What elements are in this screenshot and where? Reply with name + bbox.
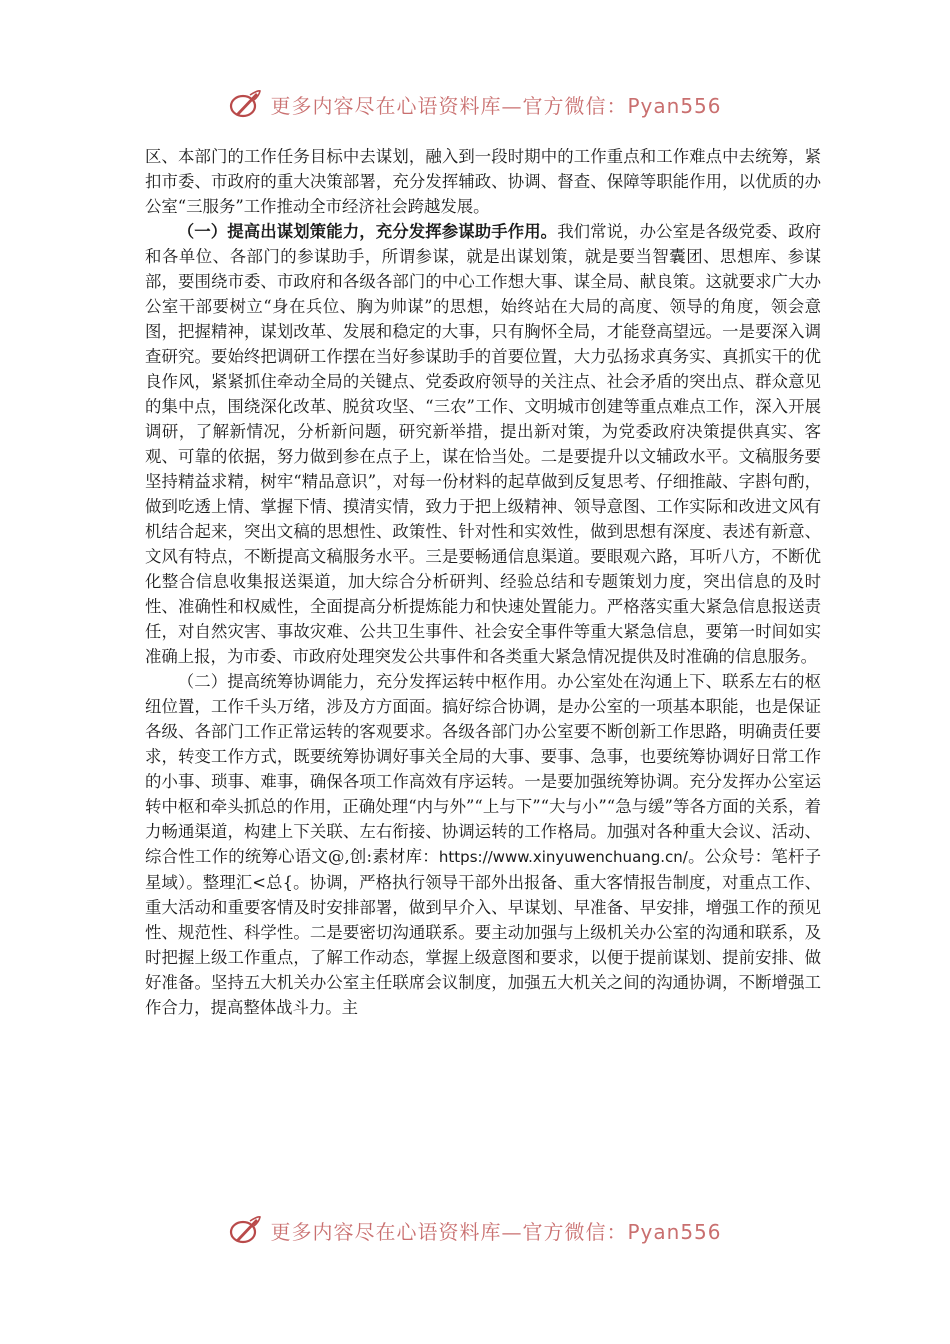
quill-logo-icon bbox=[228, 1213, 262, 1247]
paragraph: 区、本部门的工作任务目标中去谋划，融入到一段时期中的工作重点和工作难点中去统筹，紧扣市委、市政府的重大决策部署，充分发挥辅政、协调、督查、保障等职能作用，以优质的办公室“三服务”工作推动全市经济社会跨越发展。 bbox=[145, 147, 821, 216]
document-body bbox=[145, 144, 821, 1020]
paragraph-heading: （一）提高出谋划策能力，充分发挥参谋助手作用。 bbox=[177, 222, 558, 241]
footer-watermark bbox=[0, 1210, 950, 1250]
paragraph-text: （二）提高统筹协调能力，充分发挥运转中枢作用。办公室处在沟通上下、联系左右的枢纽位置，工作千头万绪，涉及方方面面。搞好综合协调，是办公室的一项基本职能，也是保证各级、各部门工作正常运转的客观要求。各级各部门办公室要不断创新工作思路，明确责任要求，转变工作方式，既要统筹协调好事关全局的大事、要事、急事，也要统筹协调好日常工作的小事、琐事、难事，确保各项工作高效有序运转。一是要加强统筹协调。充分发挥办公室运转中枢和牵头抓总的作用，正确处理“内与外”“上与下”“大与小”“急与缓”等各方面的关系，着力畅通渠道，构建上下关联、左右衔接、协调运转的工作格局。加强对各种重大会议、活动、综合性工作的统筹心语文@,创:素材库： bbox=[145, 672, 821, 866]
header-watermark bbox=[0, 84, 950, 124]
paragraph bbox=[145, 669, 821, 1020]
quill-logo-icon bbox=[228, 87, 262, 121]
paragraph-text: 我们常说，办公室是各级党委、政府和各单位、各部门的参谋助手，所谓参谋，就是出谋划策，就是要当智囊团、思想库、参谋部，要围绕市委、市政府和各级各部门的中心工作想大事、谋全局、献良策。这就要求广大办公室干部要树立“身在兵位、胸为帅谋”的思想，始终站在大局的高度、领导的角度，领会意图，把握精神，谋划改革、发展和稳定的大事，只有胸怀全局，才能登高望远。一是要深入调查研究。要始终把调研工作摆在当好参谋助手的首要位置，大力弘扬求真务实、真抓实干的优良作风，紧紧抓住牵动全局的关键点、党委政府领导的关注点、社会矛盾的突出点、群众意见的集中点，围绕深化改革、脱贫攻坚、“三农”工作、文明城市创建等重点难点工作，深入开展调研，了解新情况，分析新问题，研究新举措，提出新对策，为党委政府决策提供真实、客观、可靠的依据，努力做到参在点子上，谋在恰当处。二是要提升以文辅政水平。文稿服务要坚持精益求精，树牢“精品意识”，对每一份材料的起草做到反复思考、仔细推敲、字斟句酌，做到吃透上情、掌握下情、摸清实情，致力于把上级精神、领导意图、工作实际和改进文风有机结合起来，突出文稿的思想性、政策性、针对性和实效性，做到思想有深度、表述有新意、文风有特点，不断提高文稿服务水平。三是要畅通信息渠道。要眼观六路，耳听八方，不断优化整合信息收集报送渠道，加大综合分析研判、经验总结和专题策划力度，突出信息的及时性、准确性和权威性，全面提高分析提炼能力和快速处置能力。严格落实重大紧急信息报送责任，对自然灾害、事故灾难、公共卫生事件、社会安全事件等重大紧急信息，要第一时间如实准确上报，为市委、市政府处理突发公共事件和各类重大紧急情况提供及时准确的信息服务。 bbox=[145, 222, 822, 666]
source-url: https://www.xinyuwenchuang.cn/ bbox=[438, 848, 688, 866]
watermark-text: 更多内容尽在心语资料库—官方微信：Pyan556 bbox=[270, 93, 722, 118]
paragraph bbox=[145, 219, 821, 669]
paragraph-text: 。公众号：笔杆子星域）。整理汇<总{。协调，严格执行领导干部外出报备、重大客情报告制度，对重点工作、重大活动和重要客情及时安排部署，做到早介入、早谋划、早准备、早安排，增强工作的预见性、规范性、科学性。二是要密切沟通联系。要主动加强与上级机关办公室的沟通和联系，及时把握上级工作重点，了解工作动态，掌握上级意图和要求，以便于提前谋划、提前安排、做好准备。坚持五大机关办公室主任联席会议制度，加强五大机关之间的沟通协调，不断增强工作合力，提高整体战斗力。主 bbox=[145, 847, 822, 1017]
watermark-text: 更多内容尽在心语资料库—官方微信：Pyan556 bbox=[270, 1219, 722, 1244]
